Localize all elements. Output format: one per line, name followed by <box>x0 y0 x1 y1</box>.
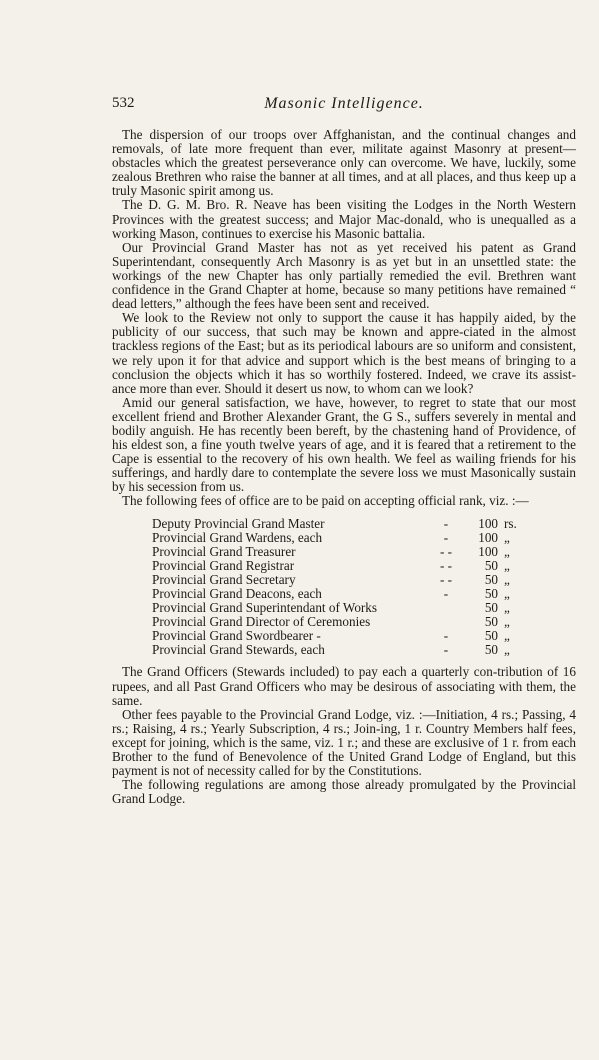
paragraph: The Grand Officers (Stewards included) to pay each a quarterly con-tribution of 16 rupees, and all Past Grand Officers who may be desirous of associating with them, the same. <box>112 664 576 708</box>
fee-dash: - <box>443 515 449 531</box>
fee-amount: 50 <box>484 571 498 587</box>
page-header <box>112 95 576 117</box>
fee-row <box>152 559 572 573</box>
fee-row <box>152 615 572 629</box>
fee-office: Provincial Grand Treasurer <box>152 543 296 559</box>
fees-table <box>152 517 572 658</box>
fee-office: Deputy Provincial Grand Master <box>152 515 325 531</box>
fee-amount: 100 <box>478 515 498 531</box>
paragraph: Other fees payable to the Provincial Grand Lodge, viz. :—Initiation, 4 rs.; Passing, 4 rs.; Raising, 4 rs.; Yearly Subscription, 4 rs.; Join-ing, 1 r. Country Members half fees, except for joining, which is the same, viz. 1 r.; and these are exclusive of 1 r. from each Brother to the fund of Benevolence of the United Grand Lodge of England, but this payment is not of necessity called for by the Constitutions. <box>112 706 576 779</box>
fee-dash: - - <box>439 571 453 587</box>
fee-office: Provincial Grand Wardens, each <box>152 529 323 545</box>
article-body <box>112 128 576 806</box>
fee-row <box>152 573 572 587</box>
fee-dash <box>424 601 468 615</box>
fee-unit: „ <box>504 614 510 630</box>
fee-row <box>152 587 572 601</box>
fee-row <box>152 545 572 559</box>
fee-row <box>152 643 572 657</box>
fee-office: Provincial Grand Registrar <box>152 557 295 573</box>
fee-unit: „ <box>504 628 510 644</box>
running-title: Masonic Intelligence. <box>264 95 424 112</box>
fee-dash: - - <box>439 543 453 559</box>
fee-row <box>152 517 572 531</box>
fee-dash: - <box>443 642 449 658</box>
fee-dash: - <box>443 628 449 644</box>
paragraph: The following regulations are among those already promulgated by the Provincial Grand Lodge. <box>112 777 576 807</box>
paragraph: The following fees of office are to be paid on accepting official rank, viz. :— <box>122 493 529 509</box>
fee-unit: rs. <box>504 515 517 531</box>
paragraphs-before-table <box>112 128 576 509</box>
paragraph: The dispersion of our troops over Affghanistan, and the continual changes and removals, of late more frequent than ever, militate against Masonry at present—obstacles which the greatest perseverance only can overcome. We have, luckily, some zealous Brethren who raise the banner at all times, and at all places, and thus keep up a truly Masonic spirit among us. <box>112 127 576 199</box>
fee-office: Provincial Grand Director of Ceremonies <box>152 614 371 630</box>
fee-office: Provincial Grand Deacons, each <box>152 586 322 601</box>
fee-office: Provincial Grand Superintendant of Works <box>152 600 378 616</box>
fee-amount: 50 <box>484 614 498 630</box>
paragraph: Our Provincial Grand Master has not as yet received his patent as Grand Superintendant, consequently Arch Masonry is as yet but in an unsettled state: the workings of the new Chapter has only partially remedied the evil. Brethren want confidence in the Grand Chapter at home, because so many petitions have remained “ dead letters,” although the fees have been sent and received. <box>112 239 576 312</box>
fee-unit: „ <box>504 642 510 658</box>
paragraph: Amid our general satisfaction, we have, however, to regret to state that our most excellent friend and Brother Alexander Grant, the G S., suffers severely in mental and bodily anguish. He has recently been bereft, by the chastening hand of Providence, of his eldest son, a fine youth twelve years of age, and it is feared that a retirement to the Cape is essential to the recovery of his own health. We feel as wailing friends for his sufferings, and hardly dare to contemplate the severe loss we must Masonically sustain by his secession from us. <box>112 394 576 495</box>
fee-office: Provincial Grand Secretary <box>152 571 296 587</box>
fee-unit: „ <box>504 600 510 616</box>
fee-amount: 50 <box>484 642 498 658</box>
paragraph: We look to the Review not only to support the cause it has happily aided, by the publicity of our success, that such may be known and appre-ciated in the almost trackless regions of the East; but as its periodical labours are so uniform and consistent, we rely upon it for that advice and support which is the best means of bringing to a conclusion the objects which it has so worthily fostered. Indeed, we crave its assist-ance more than ever. Should it desert us now, to whom can we look? <box>112 310 576 396</box>
fee-unit: „ <box>504 586 510 601</box>
fee-unit: „ <box>504 571 510 587</box>
fee-amount: 100 <box>478 543 498 559</box>
fee-amount: 50 <box>484 557 498 573</box>
fee-unit: „ <box>504 557 510 573</box>
fee-unit: „ <box>504 543 510 559</box>
fee-amount: 50 <box>484 628 498 644</box>
page-number: 532 <box>112 95 135 111</box>
fee-dash: - <box>443 529 449 545</box>
fee-amount: 50 <box>484 600 498 616</box>
fee-office: Provincial Grand Stewards, each <box>152 642 325 658</box>
fee-dash: - <box>443 586 449 601</box>
paragraph: The D. G. M. Bro. R. Neave has been visiting the Lodges in the North Western Provinces with the greatest success; and Major Mac-donald, who is unequalled as a working Mason, continues to exercise his Masonic battalia. <box>112 197 576 241</box>
fee-row <box>152 531 572 545</box>
fee-unit: „ <box>504 529 510 545</box>
paragraphs-after-table <box>112 665 576 806</box>
fee-row <box>152 629 572 643</box>
fee-office: Provincial Grand Swordbearer - <box>152 628 321 644</box>
fee-row <box>152 601 572 615</box>
fee-dash <box>424 615 468 629</box>
fee-dash: - - <box>439 557 453 573</box>
fee-amount: 100 <box>478 529 498 545</box>
fee-amount: 50 <box>484 586 498 601</box>
